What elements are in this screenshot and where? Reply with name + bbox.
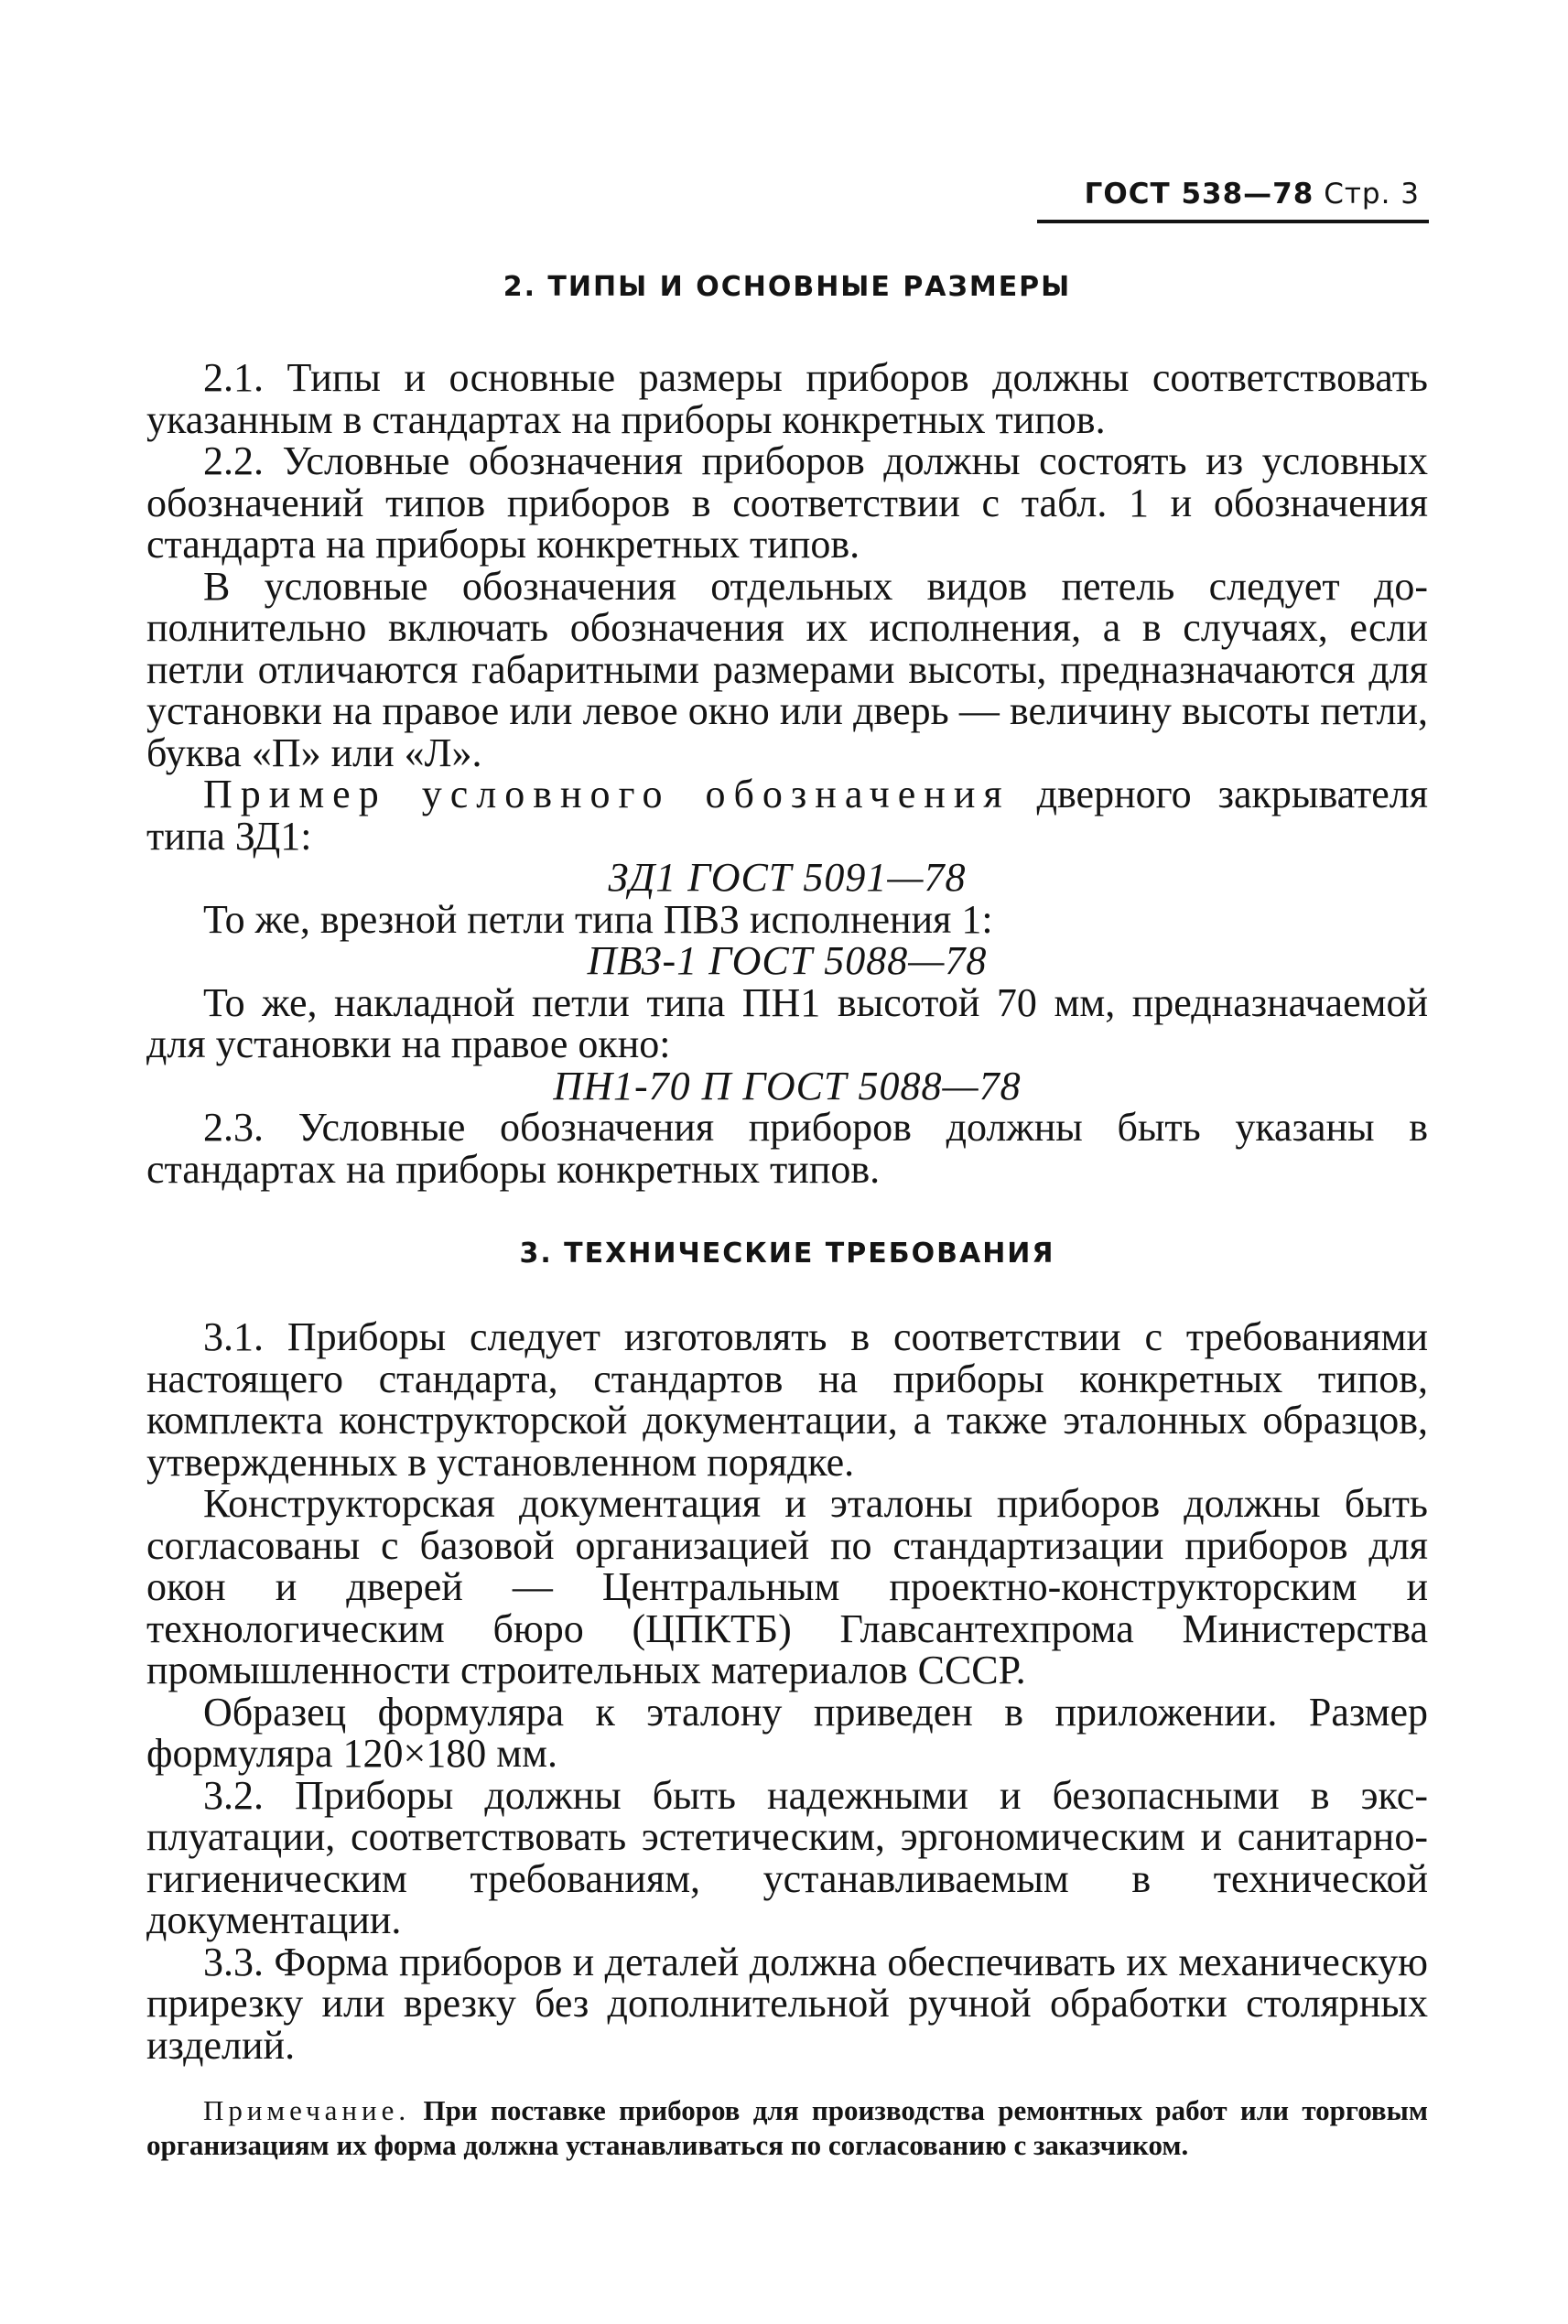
- paragraph-3-1-form: Образец формуляра к эталону приведен в приложении. Размер формуляра 120×180 мм.: [146, 1689, 1428, 1776]
- paragraph-same-2: То же, накладной петли типа ПН1 высотой 70 мм, предназначаемой для установки на правое окно:: [146, 979, 1428, 1066]
- paragraph-3-2: 3.2. Приборы должны быть надежными и безопасными в эксплуатации, соответствовать эстетическим, эргономическим и санитарно-гигиеническим требованиям, устанавливаемым в технической документации.: [146, 1772, 1428, 1942]
- paragraph-3-1-documentation: Конструкторская документация и эталоны приборов должны быть согласованы с базовой организацией по стандартизации приборов для окон и дверей — Центральным проектно-конструкторским и технологическим бюро (ЦПКТБ) Главсантехпрома Министерства промышленности строительных материалов СССР.: [146, 1481, 1428, 1692]
- designation-formula-1: ЗД1 ГОСТ 5091—78: [608, 855, 967, 900]
- designation-formula-3: ПН1-70 П ГОСТ 5088—78: [553, 1063, 1022, 1108]
- paragraph-2-1: 2.1. Типы и основные размеры приборов должны соответствовать указанным в стандартах на приборы конкретных типов.: [146, 355, 1428, 442]
- example-text: дверного закрывателя типа ЗД1:: [146, 772, 1428, 859]
- paragraph-3-3: 3.3. Форма приборов и деталей должна обеспечивать их механическую прирезку или врезку без дополнительной ручной обработки столярных изделий.: [146, 1939, 1428, 2068]
- paragraph-2-3: 2.3. Условные обозначения приборов должны быть указаны в стандартах на приборы конкретных типов.: [146, 1105, 1428, 1192]
- paragraph-3-1: 3.1. Приборы следует изготовлять в соответствии с требованиями настоящего стандарта, стандартов на приборы конкретных типов, комплекта конструкторской документации, а также эталонных образцов, утвержденных в установленном порядке.: [146, 1314, 1428, 1485]
- document-body: [146, 256, 1428, 2163]
- paragraph-same-1: То же, врезной петли типа ПВЗ исполнения 1:: [203, 896, 993, 942]
- designation-formula-2: ПВЗ-1 ГОСТ 5088—78: [587, 938, 988, 983]
- paragraph-example: [146, 773, 1428, 857]
- header-page-number: Стр. 3: [1324, 178, 1420, 211]
- section-3-title: 3. ТЕХНИЧЕСКИЕ ТРЕБОВАНИЯ: [519, 1238, 1055, 1270]
- note: [146, 2093, 1428, 2163]
- section-2-title: 2. ТИПЫ И ОСНОВНЫЕ РАЗМЕРЫ: [503, 271, 1072, 303]
- header-standard: ГОСТ 538—78: [1084, 178, 1314, 211]
- paragraph-2-2: 2.2. Условные обозначения приборов должны состоять из условных обозначений типов приборов в соответствии с табл. 1 и обозначения стандарта на приборы конкретных типов.: [146, 438, 1428, 567]
- page-header: [1085, 176, 1420, 212]
- header-divider: [1037, 220, 1429, 223]
- note-label: Примечание.: [203, 2094, 411, 2126]
- example-label: Пример условного обозначения: [203, 772, 1011, 816]
- paragraph-2-2-loops: В условные обозначения отдельных видов петель следует дополнительно включать обозначения их исполнения, а в случаях, если петли отличаются габаритными размерами высоты, предназначаются для установки на правое или левое окно или дверь — величину высоты петли, буква «П» или «Л».: [146, 563, 1428, 775]
- note-text: При поставке приборов для производства ремонтных работ или торговым организациям их форма должна устанавливаться по согласованию с заказчиком.: [146, 2094, 1428, 2161]
